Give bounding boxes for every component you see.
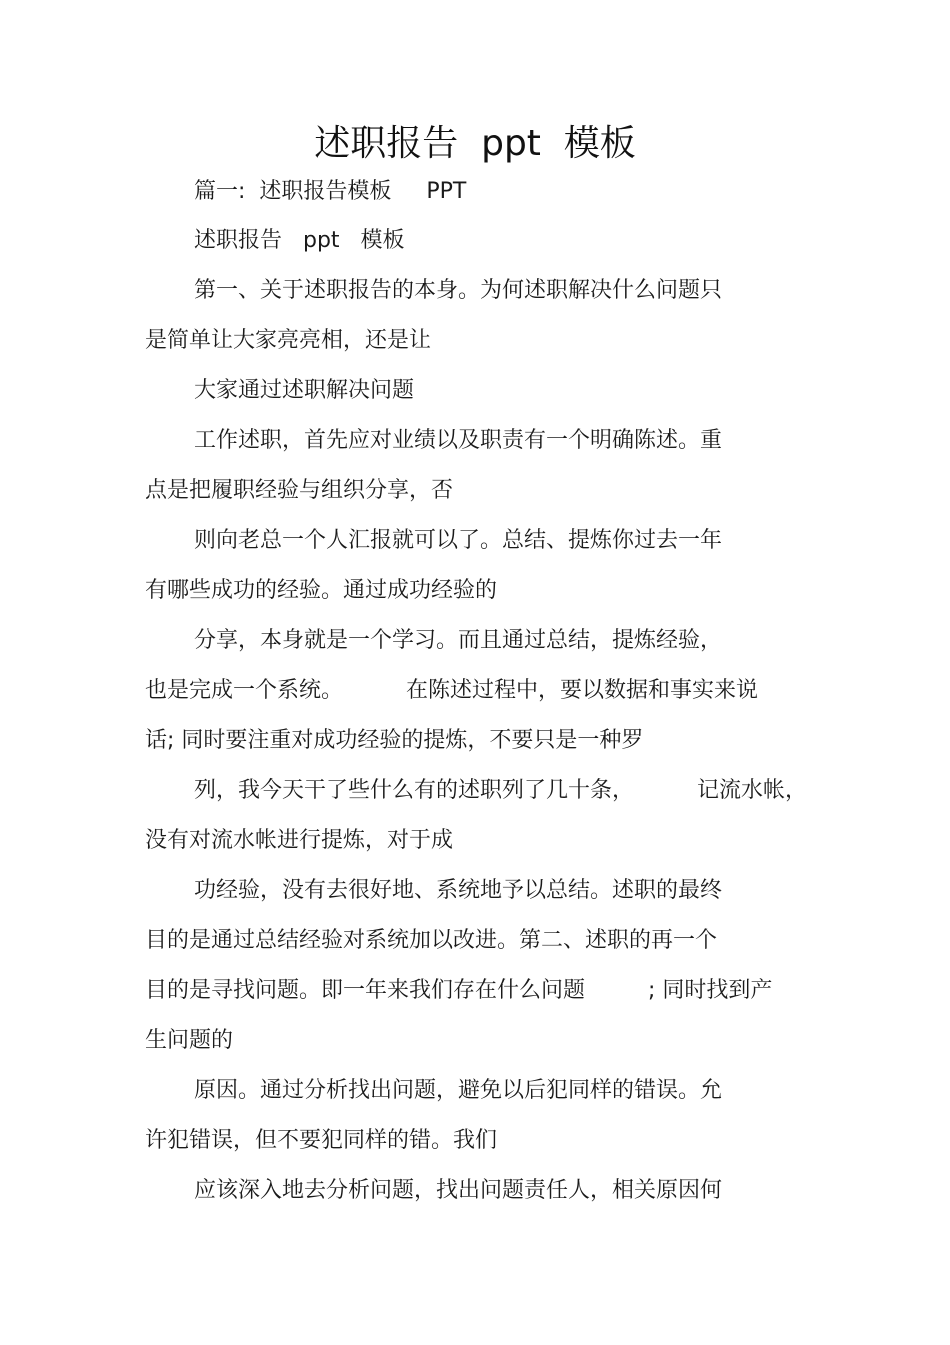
text-line: 生问题的 bbox=[145, 1028, 234, 1053]
text-line: 大家通过述职解决问题 bbox=[194, 378, 415, 403]
text-line: 是简单让大家亮亮相，还是让 bbox=[145, 328, 432, 353]
text-line: 没有对流水帐进行提炼，对于成 bbox=[145, 828, 454, 853]
text-line: 则向老总一个人汇报就可以了。总结、提炼你过去一年 bbox=[194, 528, 723, 553]
text-line: 篇一: 述职报告模板 PPT bbox=[194, 179, 467, 204]
text-line: 述职报告 ppt 模板 bbox=[194, 228, 405, 253]
text-line: 列，我今天干了些什么有的述职列了几十条， 记流水帐， bbox=[194, 778, 807, 803]
text-line: 点是把履职经验与组织分享，否 bbox=[145, 478, 454, 503]
text-line: 分享，本身就是一个学习。而且通过总结，提炼经验， bbox=[194, 628, 723, 653]
text-line: 第一、关于述职报告的本身。为何述职解决什么问题只 bbox=[194, 278, 723, 303]
text-line: 目的是寻找问题。即一年来我们存在什么问题 ; 同时找到产 bbox=[145, 978, 773, 1003]
text-line: 功经验，没有去很好地、系统地予以总结。述职的最终 bbox=[194, 878, 723, 903]
text-line: 也是完成一个系统。 在陈述过程中，要以数据和事实来说 bbox=[145, 678, 758, 703]
text-line: 话; 同时要注重对成功经验的提炼，不要只是一种罗 bbox=[145, 728, 644, 753]
document-title: 述职报告 ppt 模板 bbox=[314, 123, 636, 164]
text-line: 目的是通过总结经验对系统加以改进。第二、述职的再一个 bbox=[145, 928, 718, 953]
text-line: 许犯错误，但不要犯同样的错。我们 bbox=[145, 1128, 498, 1153]
text-line: 工作述职，首先应对业绩以及职责有一个明确陈述。重 bbox=[194, 428, 723, 453]
text-line: 有哪些成功的经验。通过成功经验的 bbox=[145, 578, 498, 603]
text-line: 应该深入地去分析问题，找出问题责任人，相关原因何 bbox=[194, 1178, 723, 1203]
text-line: 原因。通过分析找出问题，避免以后犯同样的错误。允 bbox=[194, 1078, 723, 1103]
